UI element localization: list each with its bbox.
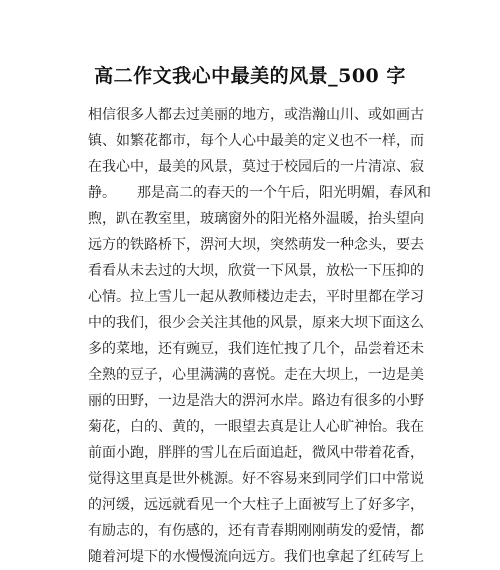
body-line: [88, 336, 424, 362]
body-line: [88, 492, 424, 518]
body-line-text: 菊花，白的、黄的，一眼望去真是让人心旷神怡。我在: [88, 419, 424, 435]
body-line-text: 远方的铁路桥下，淠河大坝，突然萌发一种念头，要去: [88, 237, 424, 253]
body-line-text: 觉得这里真是世外桃源。好不容易来到同学们口中常说: [88, 471, 424, 487]
body-line-text: 看看从未去过的大坝，欣赏一下风景，放松一下压抑的: [88, 263, 424, 279]
body-line: [88, 284, 424, 310]
body-line: [88, 466, 424, 492]
body-line: [88, 128, 424, 154]
body-line-text: 多的菜地，还有豌豆，我们连忙拽了几个，品尝着还未: [88, 341, 424, 357]
body-line-text: 心情。拉上雪儿一起从教师楼边走去，平时里都在学习: [88, 289, 424, 305]
body-line: [88, 232, 424, 258]
body-line: [88, 310, 424, 336]
document-title: 高二作文我心中最美的风景_500 字: [94, 65, 406, 87]
body-line-text: 在我心中，最美的风景，莫过于校园后的一片清凉、寂: [88, 159, 424, 175]
body-line: [88, 206, 424, 232]
body-line-text: 全熟的豆子，心里满满的喜悦。走在大坝上，一边是美: [88, 367, 424, 383]
body-line-text: 镇、如繁花都市，每个人心中最美的定义也不一样，而: [88, 133, 424, 149]
body-line-text: 丽的田野，一边是浩大的淠河水岸。路边有很多的小野: [88, 393, 424, 409]
body-line: [88, 180, 431, 206]
body-line-text: 随着河堤下的水慢慢流向远方。我们也拿起了红砖写上: [88, 549, 424, 565]
body-line-text: 有励志的，有伤感的，还有青春期刚刚萌发的爱情，都: [88, 523, 424, 539]
body-line-text: 的河缓，远远就看见一个大柱子上面被写上了好多字，: [88, 497, 424, 513]
body-line: [88, 414, 424, 440]
body-line-text: 相信很多人都去过美丽的地方，或浩瀚山川、或如画古: [88, 107, 424, 123]
body-line-text: 中的我们，很少会关注其他的风景，原来大坝下面这么: [88, 315, 424, 331]
body-line-text: 煦，趴在教室里，玻璃窗外的阳光格外温暖，抬头望向: [88, 211, 424, 227]
body-line: [88, 440, 424, 466]
document-body: [88, 102, 431, 570]
body-line: [88, 102, 424, 128]
body-line-text: 前面小跑，胖胖的雪儿在后面追赶，微风中带着花香，: [88, 445, 424, 461]
body-line: [88, 362, 424, 388]
body-line: [88, 388, 424, 414]
body-line: [88, 258, 424, 284]
body-line: [88, 154, 424, 180]
body-line: [88, 544, 424, 570]
body-line: [88, 518, 424, 544]
body-line-text: 静。 那是高二的春天的一个午后，阳光明媚，春风和: [88, 185, 431, 201]
